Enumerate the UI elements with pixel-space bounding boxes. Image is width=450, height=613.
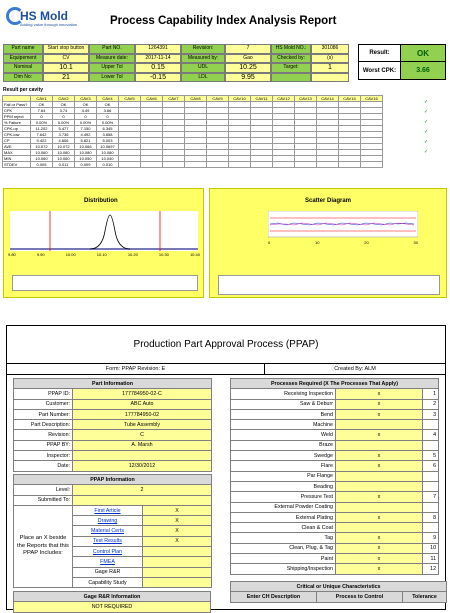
cavity-cell: 7.64 <box>31 108 53 114</box>
level-input[interactable]: 2 <box>73 485 212 495</box>
cavity-cell: 10.072 <box>53 144 75 150</box>
process-name: Weld <box>231 430 336 440</box>
processes-table <box>230 378 439 575</box>
ppap-title: Production Part Approval Process (PPAP) <box>7 326 445 364</box>
header-value[interactable]: Gao <box>225 54 271 64</box>
report-check[interactable]: X <box>143 536 212 546</box>
cavity-cell: 0.005 <box>31 162 53 168</box>
part-info-value[interactable]: A. Marsh <box>73 440 212 450</box>
header-label <box>271 73 311 83</box>
part-info-value[interactable]: ABC Auto <box>73 399 212 409</box>
result-label: Result: <box>359 45 401 62</box>
header-value[interactable]: (s) <box>311 54 349 64</box>
header-label: Part name <box>3 44 43 54</box>
process-name: Pressure Test <box>231 492 336 502</box>
process-order: 2 <box>423 399 439 409</box>
cavity-empty-cell <box>339 162 361 168</box>
part-info-label: Part Number: <box>14 409 73 419</box>
result-box <box>358 44 446 80</box>
process-order: 11 <box>423 554 439 564</box>
cavity-empty-cell <box>207 162 229 168</box>
header-label: Measured by: <box>181 54 225 64</box>
cavity-empty-cell <box>273 162 295 168</box>
cavity-row-label: CP <box>3 138 31 144</box>
cavity-cell: 7.150 <box>75 126 97 132</box>
dist-legend <box>12 275 198 291</box>
check-icon: ✓ <box>424 149 429 155</box>
header-value[interactable]: -0.15 <box>135 73 181 83</box>
header-value[interactable]: 7 <box>225 44 271 54</box>
part-info-value[interactable]: 177784950-02 <box>73 409 212 419</box>
cavity-cell: 10.0697 <box>97 144 119 150</box>
process-check[interactable]: x <box>336 430 423 440</box>
process-check[interactable]: x <box>336 399 423 409</box>
cavity-cell: 0 <box>31 114 53 120</box>
cavity-cell: 10.060 <box>31 156 53 162</box>
process-order <box>423 420 439 430</box>
dist-tick-label: 10.10 <box>96 252 107 257</box>
process-check[interactable]: x <box>336 533 423 543</box>
dist-xticks <box>8 253 200 257</box>
gage-header: Gage R&R Information <box>14 592 211 602</box>
ppap-form-line: Form: PPAP Revision: E <box>7 364 265 375</box>
process-order <box>423 481 439 491</box>
header-value[interactable]: 0.15 <box>135 63 181 73</box>
cavity-row-label: MIN <box>3 156 31 162</box>
cavity-empty-cell <box>317 162 339 168</box>
cavity-col-header: CAV12 <box>273 96 295 102</box>
critical-col-desc: Enter CH Description <box>231 592 317 602</box>
critical-col-tolerance: Tolerance <box>403 592 447 602</box>
process-name: Clean, Plug, & Tag <box>231 543 336 553</box>
cavity-row-label: CPK-up <box>3 126 31 132</box>
cavity-cell: OK <box>97 102 119 108</box>
process-name: External Powder Coating <box>231 502 336 512</box>
submitted-label: Submitted To: <box>14 495 73 505</box>
process-check[interactable] <box>336 440 423 450</box>
cavity-cell: 10.080 <box>53 150 75 156</box>
process-check[interactable]: x <box>336 461 423 471</box>
header-value[interactable]: 301086 <box>311 44 349 54</box>
cavity-col-header: CAV1 <box>31 96 53 102</box>
cavity-cell: OK <box>53 102 75 108</box>
cavity-cell: 3.74 <box>53 108 75 114</box>
scatter-title: Scatter Diagram <box>305 198 352 204</box>
scatter-tick-label: 0 <box>268 240 271 245</box>
header-value[interactable] <box>311 73 349 83</box>
part-info-table <box>13 378 212 472</box>
cavity-cell: 3.66 <box>97 108 119 114</box>
process-order: 5 <box>423 451 439 461</box>
process-check[interactable] <box>336 471 423 481</box>
scatter-legend <box>218 275 440 295</box>
scatter-tick-label: 30 <box>413 240 418 245</box>
cavity-table <box>2 95 383 168</box>
header-label: Part NO. <box>89 44 135 54</box>
process-check[interactable]: x <box>336 409 423 419</box>
cavity-row-label: CPK <box>3 108 31 114</box>
cavity-empty-cell <box>185 162 207 168</box>
process-name: Par Flange <box>231 471 336 481</box>
level-label: Level: <box>14 485 73 495</box>
cavity-cell: 0 <box>75 114 97 120</box>
part-info-value[interactable] <box>73 451 212 461</box>
cavity-col-header: CAV5 <box>119 96 141 102</box>
process-check[interactable]: x <box>336 512 423 522</box>
cavity-col-header: CAV14 <box>317 96 339 102</box>
part-info-value[interactable]: C <box>73 430 212 440</box>
part-info-label: Customer: <box>14 399 73 409</box>
scatter-xticks <box>268 241 418 245</box>
process-order: 8 <box>423 512 439 522</box>
cavity-cell: 0.00% <box>75 120 97 126</box>
cavity-cell: 9.422 <box>31 138 53 144</box>
cavity-cell: 3.658 <box>97 132 119 138</box>
check-marks <box>424 100 436 170</box>
cavity-cell: 0.00% <box>53 120 75 126</box>
header-label: Measure date: <box>89 54 135 64</box>
part-info-value[interactable]: 177784950-02-C <box>73 389 212 399</box>
header-value[interactable]: 10.1 <box>43 63 89 73</box>
process-name: Machine <box>231 420 336 430</box>
report-name[interactable]: FMEA <box>73 557 143 567</box>
cavity-cell: 0.011 <box>53 162 75 168</box>
process-check[interactable]: x <box>336 554 423 564</box>
critical-col-process: Process to Control <box>317 592 403 602</box>
cavity-col-header: CAV2 <box>53 96 75 102</box>
critical-header: Critical or Unique Characteristics <box>231 582 447 592</box>
cavity-empty-cell <box>251 162 273 168</box>
cavity-cell: 3.736 <box>53 132 75 138</box>
header-label: Upper Tol <box>89 63 135 73</box>
header-value[interactable]: 2017-11-14 <box>135 54 181 64</box>
dist-title: Distribution <box>84 198 118 204</box>
cavity-cell: 5.477 <box>53 126 75 132</box>
cavity-cell: 10.080 <box>75 150 97 156</box>
check-icon: ✓ <box>424 109 429 115</box>
part-info-label: Part Description: <box>14 420 73 430</box>
worst-cpk-value: 3.66 <box>401 62 445 79</box>
cavity-cell: 10.072 <box>31 144 53 150</box>
process-order <box>423 502 439 512</box>
dist-tick-label: 9.80 <box>8 252 16 257</box>
cavity-cell: 10.040 <box>97 156 119 162</box>
process-name: Tag <box>231 533 336 543</box>
report-check[interactable] <box>143 557 212 567</box>
cavity-empty-cell <box>141 162 163 168</box>
part-info-value[interactable]: 12/30/2012 <box>73 461 212 471</box>
header-label: Checked by: <box>271 54 311 64</box>
report-name[interactable]: Drawing <box>73 516 143 526</box>
report-check[interactable] <box>143 567 212 577</box>
cavity-row-label: PPM reject <box>3 114 31 120</box>
gage-table <box>13 591 211 613</box>
header-value[interactable]: 21 <box>43 73 89 83</box>
cavity-col-header: CAV11 <box>251 96 273 102</box>
process-name: Swedge <box>231 451 336 461</box>
processes-header: Processes Required (X The Processes That Apply) <box>231 379 439 389</box>
cavity-cell: 0.00% <box>31 120 53 126</box>
process-check[interactable] <box>336 420 423 430</box>
cavity-row-label: CPK-low <box>3 132 31 138</box>
dist-panel <box>3 188 204 298</box>
part-info-label: Date: <box>14 461 73 471</box>
process-check[interactable]: x <box>336 492 423 502</box>
cavity-cell: 0.009 <box>75 162 97 168</box>
process-order: 3 <box>423 409 439 419</box>
dist-tick-label: 10.00 <box>65 252 76 257</box>
cavity-row-label: % Failure <box>3 120 31 126</box>
check-icon: ✓ <box>424 99 429 105</box>
scatter-tick-label: 10 <box>315 240 320 245</box>
place-x-note: Place an X beside the Reports that this PPAP Includes: <box>14 505 73 587</box>
part-info-label: Inspector: <box>14 451 73 461</box>
cavity-col-header: CAV3 <box>75 96 97 102</box>
cavity-cell: OK <box>75 102 97 108</box>
cavity-empty-cell <box>119 162 141 168</box>
header-label: UDL <box>181 63 225 73</box>
dist-tick-label: 10.30 <box>158 252 169 257</box>
worst-cpk-label: Worst CPK: <box>359 62 401 79</box>
process-name: Flare <box>231 461 336 471</box>
process-order: 12 <box>423 564 439 574</box>
scatter-panel <box>209 188 447 298</box>
process-name: Clean & Coat <box>231 523 336 533</box>
check-icon: ✓ <box>424 139 429 145</box>
scatter-tick-label: 20 <box>364 240 369 245</box>
header-label: Lower Tol <box>89 73 135 83</box>
process-order: 10 <box>423 543 439 553</box>
header-label: Equipement <box>3 54 43 64</box>
process-order: 9 <box>423 533 439 543</box>
cavity-cell: 0 <box>97 114 119 120</box>
check-icon: ✓ <box>424 119 429 125</box>
cavity-empty-cell <box>295 162 317 168</box>
header-value[interactable]: 9.95 <box>225 73 271 83</box>
header-label: Dim No: <box>3 73 43 83</box>
cavity-col-header: CAV13 <box>295 96 317 102</box>
ppap-created-by: Created By: ALM <box>265 364 445 375</box>
header-value[interactable]: 10.25 <box>225 63 271 73</box>
cavity-cell: 11.202 <box>31 126 53 132</box>
dist-tick-label: 10.20 <box>127 252 138 257</box>
report-check[interactable] <box>143 547 212 557</box>
report-name[interactable]: Control Plan <box>73 547 143 557</box>
process-name: Saw & Deburr <box>231 399 336 409</box>
cavity-cell: 6.345 <box>97 126 119 132</box>
cavity-empty-cell <box>229 162 251 168</box>
ppap-info-table <box>13 474 212 588</box>
process-name: Receiving Inspection <box>231 389 336 399</box>
process-order: 4 <box>423 430 439 440</box>
process-order <box>423 523 439 533</box>
process-check[interactable] <box>336 502 423 512</box>
header-label: HS Mold NO.: <box>271 44 311 54</box>
part-info-label: PPAP ID: <box>14 389 73 399</box>
process-check[interactable] <box>336 481 423 491</box>
logo <box>6 7 78 31</box>
cavity-col-header: CAV16 <box>361 96 383 102</box>
submitted-input[interactable] <box>73 495 212 505</box>
process-check[interactable]: x <box>336 543 423 553</box>
part-info-value[interactable]: Tube Assembly <box>73 420 212 430</box>
gage-value: NOT REQUIRED <box>14 602 211 612</box>
report-check[interactable]: X <box>143 505 212 515</box>
cavity-empty-cell <box>361 162 383 168</box>
process-name: Shipping/Inspection <box>231 564 336 574</box>
cavity-cell: 10.060 <box>31 150 53 156</box>
process-name: External Plating <box>231 512 336 522</box>
cavity-cell: 10.080 <box>97 150 119 156</box>
header-label: LDL <box>181 73 225 83</box>
report-name: Capability Study <box>73 577 143 587</box>
process-check[interactable]: x <box>336 564 423 574</box>
report-title: Process Capability Index Analysis Report <box>110 15 337 27</box>
process-name: Beading <box>231 481 336 491</box>
header-label: Revision: <box>181 44 225 54</box>
process-order: 6 <box>423 461 439 471</box>
cavity-row-label: STDEV <box>3 162 31 168</box>
report-check[interactable] <box>143 577 212 587</box>
critical-table <box>230 581 447 603</box>
process-check[interactable]: x <box>336 451 423 461</box>
cavity-cell: 5.821 <box>75 138 97 144</box>
part-info-label: Revision: <box>14 430 73 440</box>
header-grid <box>3 44 349 82</box>
dist-tick-label: 9.90 <box>36 252 45 257</box>
cavity-col-header: CAV7 <box>163 96 185 102</box>
cavity-title: Result per cavity <box>3 87 44 93</box>
cavity-empty-cell <box>163 162 185 168</box>
cavity-row-label: AVE <box>3 144 31 150</box>
cavity-cell: 4.492 <box>75 132 97 138</box>
report-check[interactable]: X <box>143 526 212 536</box>
cavity-row-label: MAX <box>3 150 31 156</box>
header-label: Target: <box>271 63 311 73</box>
cavity-cell: 4.49 <box>75 108 97 114</box>
header-value[interactable]: 1264391 <box>135 44 181 54</box>
logo-tagline: Adding value through innovation <box>20 22 78 27</box>
cavity-cell: 10.050 <box>75 156 97 162</box>
part-info-header: Part Information <box>14 379 212 389</box>
ppap-info-header: PPAP Information <box>14 475 212 485</box>
cavity-cell: 0 <box>53 114 75 120</box>
cavity-col-header: CAV8 <box>185 96 207 102</box>
header-value[interactable]: CV <box>43 54 89 64</box>
process-name: Braze <box>231 440 336 450</box>
report-name: Gage R&R <box>73 567 143 577</box>
cavity-col-header: CAV4 <box>97 96 119 102</box>
dist-tick-label: 10.40 <box>189 252 200 257</box>
header-value[interactable]: Start stop button <box>43 44 89 54</box>
cavity-cell: 10.066 <box>75 144 97 150</box>
logo-text: HS Mold <box>20 9 68 23</box>
cavity-row <box>3 162 383 168</box>
process-order: 1 <box>423 389 439 399</box>
process-order <box>423 440 439 450</box>
part-info-label: PPAP BY: <box>14 440 73 450</box>
scatter-chart <box>268 211 418 239</box>
process-order: 7 <box>423 492 439 502</box>
cavity-col-header: CAV9 <box>207 96 229 102</box>
process-name: Bend <box>231 409 336 419</box>
report-name[interactable]: First Article <box>73 505 143 515</box>
header-value[interactable]: 1 <box>311 63 349 73</box>
cavity-col-header: CAV15 <box>339 96 361 102</box>
cavity-col-header: CAV6 <box>141 96 163 102</box>
cavity-cell: OK <box>31 102 53 108</box>
cavity-cell: 7.642 <box>31 132 53 138</box>
cavity-cell: 0.010 <box>97 162 119 168</box>
check-icon: ✓ <box>424 129 429 135</box>
report-name[interactable]: Material Certs <box>73 526 143 536</box>
report-check[interactable]: X <box>143 516 212 526</box>
process-name: Paint <box>231 554 336 564</box>
result-value: OK <box>401 45 445 62</box>
cavity-row-label: Fail or Pass? <box>3 102 31 108</box>
process-order <box>423 471 439 481</box>
header-label: Nominal <box>3 63 43 73</box>
cavity-cell: 0.00% <box>97 120 119 126</box>
cavity-cell: 5.003 <box>97 138 119 144</box>
report-name[interactable]: Test Results <box>73 536 143 546</box>
process-check[interactable]: x <box>336 389 423 399</box>
process-check[interactable] <box>336 523 423 533</box>
cavity-col-header: CAV10 <box>229 96 251 102</box>
cavity-cell: 10.060 <box>53 156 75 162</box>
cavity-cell: 4.606 <box>53 138 75 144</box>
